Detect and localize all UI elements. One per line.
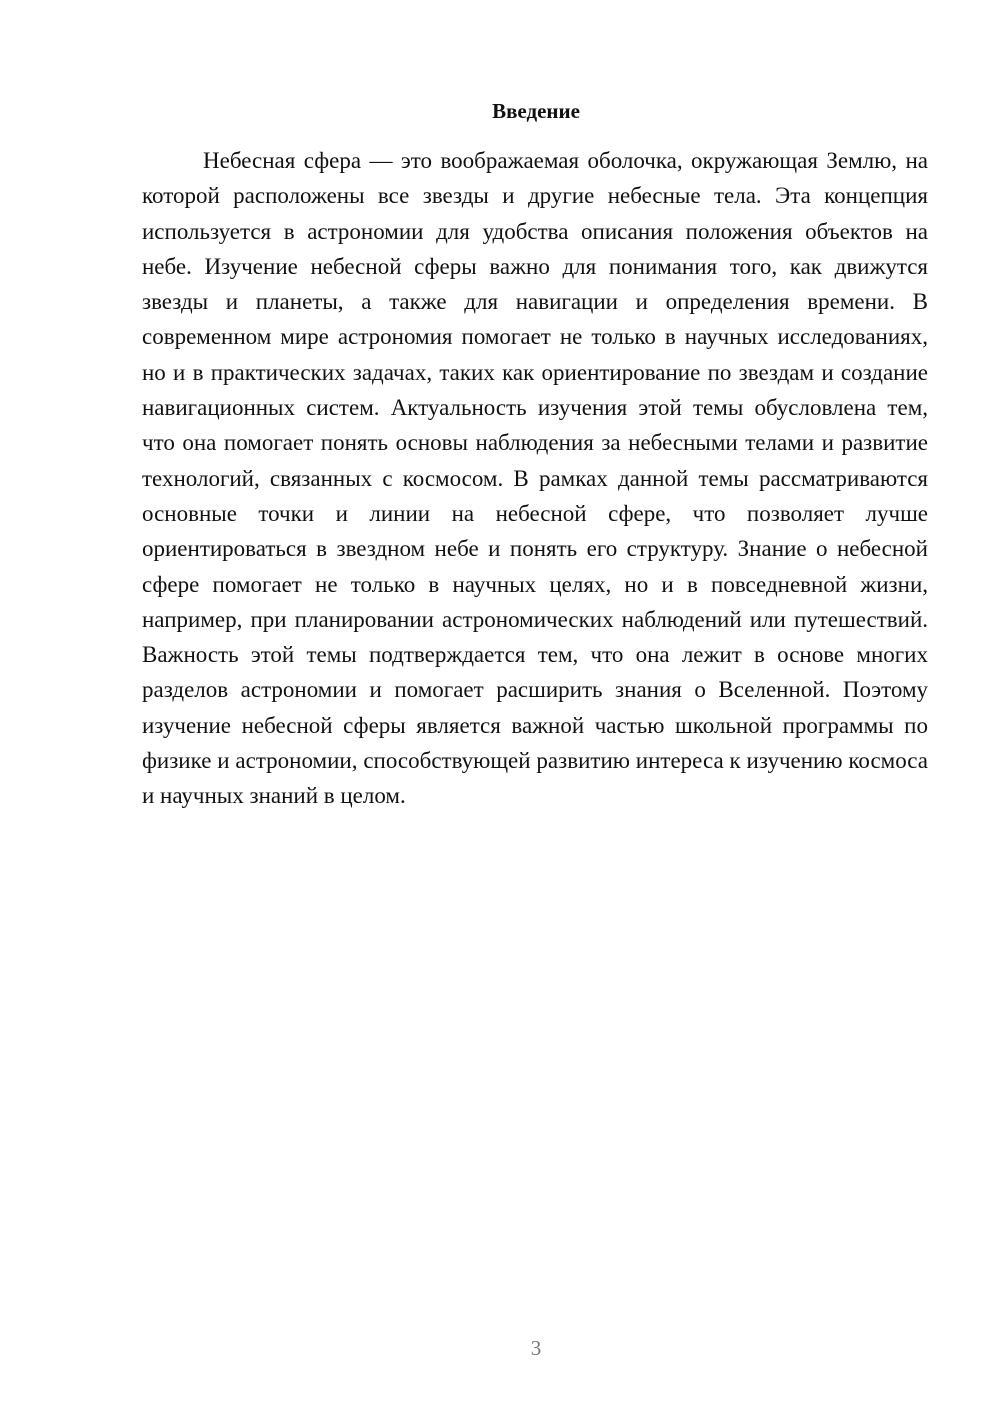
page-number: 3 [530,1336,542,1360]
body-paragraph: Небесная сфера — это воображаемая оболочка, окружающая Землю, на которой расположены все звезды и другие небесные тела. Эта концепция используется в астрономии для удобства описания положения объектов на небе. Изучение небесной сферы важно для понимания того, как движутся звезды и планеты, а также для навигации и определения времени. В современном мире астрономия помогает не только в научных исследованиях, но и в практических задачах, таких как ориентирование по звездам и создание навигационных систем. Актуальность изучения этой темы обусловлена тем, что она помогает понять основы наблюдения за небесными телами и развитие технологий, связанных с космосом. В рамках данной темы рассматриваются основные точки и линии на небесной сфере, что позволяет лучше ориентироваться в звездном небе и понять его структуру. Знание о небесной сфере помогает не только в научных целях, но и в повседневной жизни, например, при планировании астрономических наблюдений или путешествий. Важность этой темы подтверждается тем, что она лежит в основе многих разделов астрономии и помогает расширить знания о Вселенной. Поэтому изучение небесной сферы является важной частью школьной программы по физике и астрономии, способствующей развитию интереса к изучению космоса и научных знаний в целом. [142,148,928,809]
section-heading: Введение [492,99,580,123]
